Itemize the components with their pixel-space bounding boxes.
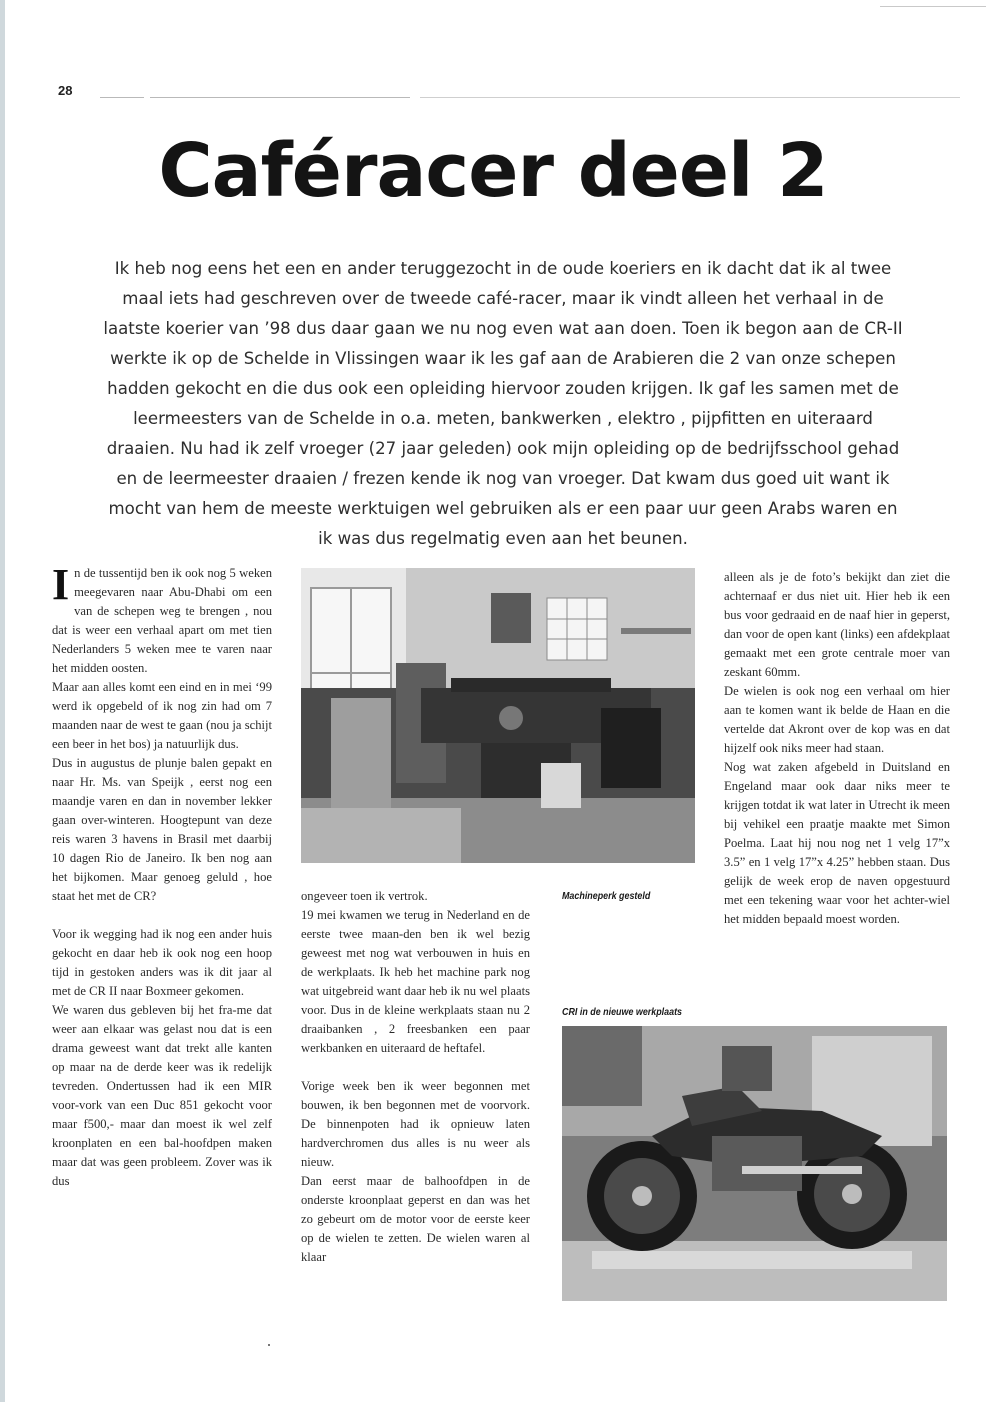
paragraph-text: n de tussentijd ben ik ook nog 5 weken meegevaren naar Abu-Dhabi om een van de schepen weg te brengen , nou dat is weer een verhaal apart om met tien Nederlanders 5 weken mee te varen naar het midden oosten. [52,566,272,675]
drop-cap: I [52,560,70,609]
text-column-2 [301,887,530,1267]
header-rule [100,97,144,98]
paragraph: Voor ik wegging had ik nog een ander huis gekocht en daar heb ik ook nog een hoop tijd in gestoken anders was ik dit jaar al met de CR II naar Boxmeer gekomen. [52,927,272,998]
paragraph: alleen als je de foto’s bekijkt dan ziet die achternaaf er dus niet uit. Hier heb ik een bus voor gedraaid en de naaf hier in geperst, dan voor de open kant (links) een afdekplaat gemaakt met een grote centrale moer van zeskant 60mm. [724,570,950,679]
workshop-photo [301,568,695,863]
paragraph: 19 mei kwamen we terug in Nederland en de eerste twee maan-den ben ik wel bezig geweest met nog wat verbouwen in huis en de werkplaats. Ik heb het machine park nog wat uitgebreid want daar heb ik nu wel plaats voor. Dus in de kleine werkplaats staan nu 2 draaibanken , 2 freesbanken een paar werkbanken en uiteraard de heftafel. [301,908,530,1055]
text-column-3 [724,568,950,929]
paragraph: Vorige week ben ik weer begonnen met bouwen, ik ben begonnen met de voorvork. De binnenpoten had ik opnieuw laten hardverchromen dus alles is nu weer als nieuw. [301,1079,530,1169]
paragraph: Maar aan alles komt een eind en in mei ‘99 werd ik opgebeld of ik nog zin had om 7 maanden naar de west te gaan (nou ja schijt een beer in het bos) ja natuurlijk dus. [52,680,272,751]
paragraph: ongeveer toen ik vertrok. [301,889,428,903]
paragraph: We waren dus gebleven bij het fra-me dat weer aan elkaar was gelast nou dat is een drama geweest want dat trekt alle kanten op maar na de derde keer was ik redelijk tevreden. Ondertussen had ik een MIR voor-vork van een Duc 851 gekocht voor maar f500,- maar dan moest ik wel zelf kroonplaten en een bal-hoofdpen maken maar dat was geen probleem. Zover was ik dus [52,1003,272,1188]
paragraph: Nog wat zaken afgebeld in Duitsland en Engeland maar ook daar niks meer te krijgen totdat ik wat later in Utrecht ik meen bij vehikel een praatje maakte met Simon Poelma. Laat hij nou nog net 1 velg 17”x 3.5” en 1 velg 17”x 4.25” hebben staan. Dus gelijk de week erop de naven opgestuurd met een tekening waar voor het achter-wiel het midden bepaald moest worden. [724,760,950,926]
article-title: Caféracer deel 2 [158,128,828,214]
photo-caption: CRI in de nieuwe werkplaats [562,1006,683,1018]
paragraph [52,560,272,678]
page-edge-top [880,6,986,7]
header-rule [150,97,410,98]
print-speck [268,1344,270,1346]
paragraph: Dan eerst maar de balhoofdpen in de onderste kroonplaat geperst en dan was het zo gebeurt om de motor voor de eerste keer op de wielen te zetten. De wielen waren al klaar [301,1174,530,1264]
text-column-1 [52,560,272,1191]
motorcycle-photo [562,1026,947,1301]
header-rule [420,97,960,98]
photo-caption: Machineperk gesteld [562,890,651,902]
paragraph: Dus in augustus de plunje balen gepakt en naar Hr. Ms. van Speijk , eerst nog een maandje varen en dan in november lekker gaan over-winteren. Hoogtepunt van deze reis waren 3 havens in Brasil met daarbij 10 dagen Rio de Janeiro. Ik ben nog aan het bijkomen. Maar genoeg geluld , hoe staat het met de CR? [52,756,272,903]
intro-paragraph: Ik heb nog eens het een en ander teruggezocht in de oude koeriers en ik dacht dat ik al twee maal iets had geschreven over de tweede café-racer, maar ik vindt alleen het verhaal in de laatste koerier van ’98 dus daar gaan we nu nog even wat aan doen. Toen ik begon aan de CR-II werkte ik op de Schelde in Vlissingen waar ik les gaf aan de Arabieren die 2 van onze schepen hadden gekocht en die dus ook een opleiding hiervoor zouden krijgen. Ik gaf les samen met de leermeesters van de Schelde in o.a. meten, bankwerken , elektro , pijpfitten en uiteraard draaien. Nu had ik zelf vroeger (27 jaar geleden) ook mijn opleiding op de bedrijfsschool gehad en de leermeester draaien / frezen kende ik nog van vroeger. Dat kwam dus goed uit want ik mocht van hem de meeste werktuigen wel gebruiken als er een paar uur geen Arabs waren en ik was dus regelmatig even aan het beunen. [103,259,903,548]
paragraph: De wielen is ook nog een verhaal om hier aan te komen want ik belde de Haan en die vertelde dat Akront over de kop was en dat hijzelf ook niks meer had staan. [724,684,950,755]
page-number: 28 [58,83,73,98]
motorcycle-image [562,1026,947,1301]
workshop-image [301,568,695,863]
